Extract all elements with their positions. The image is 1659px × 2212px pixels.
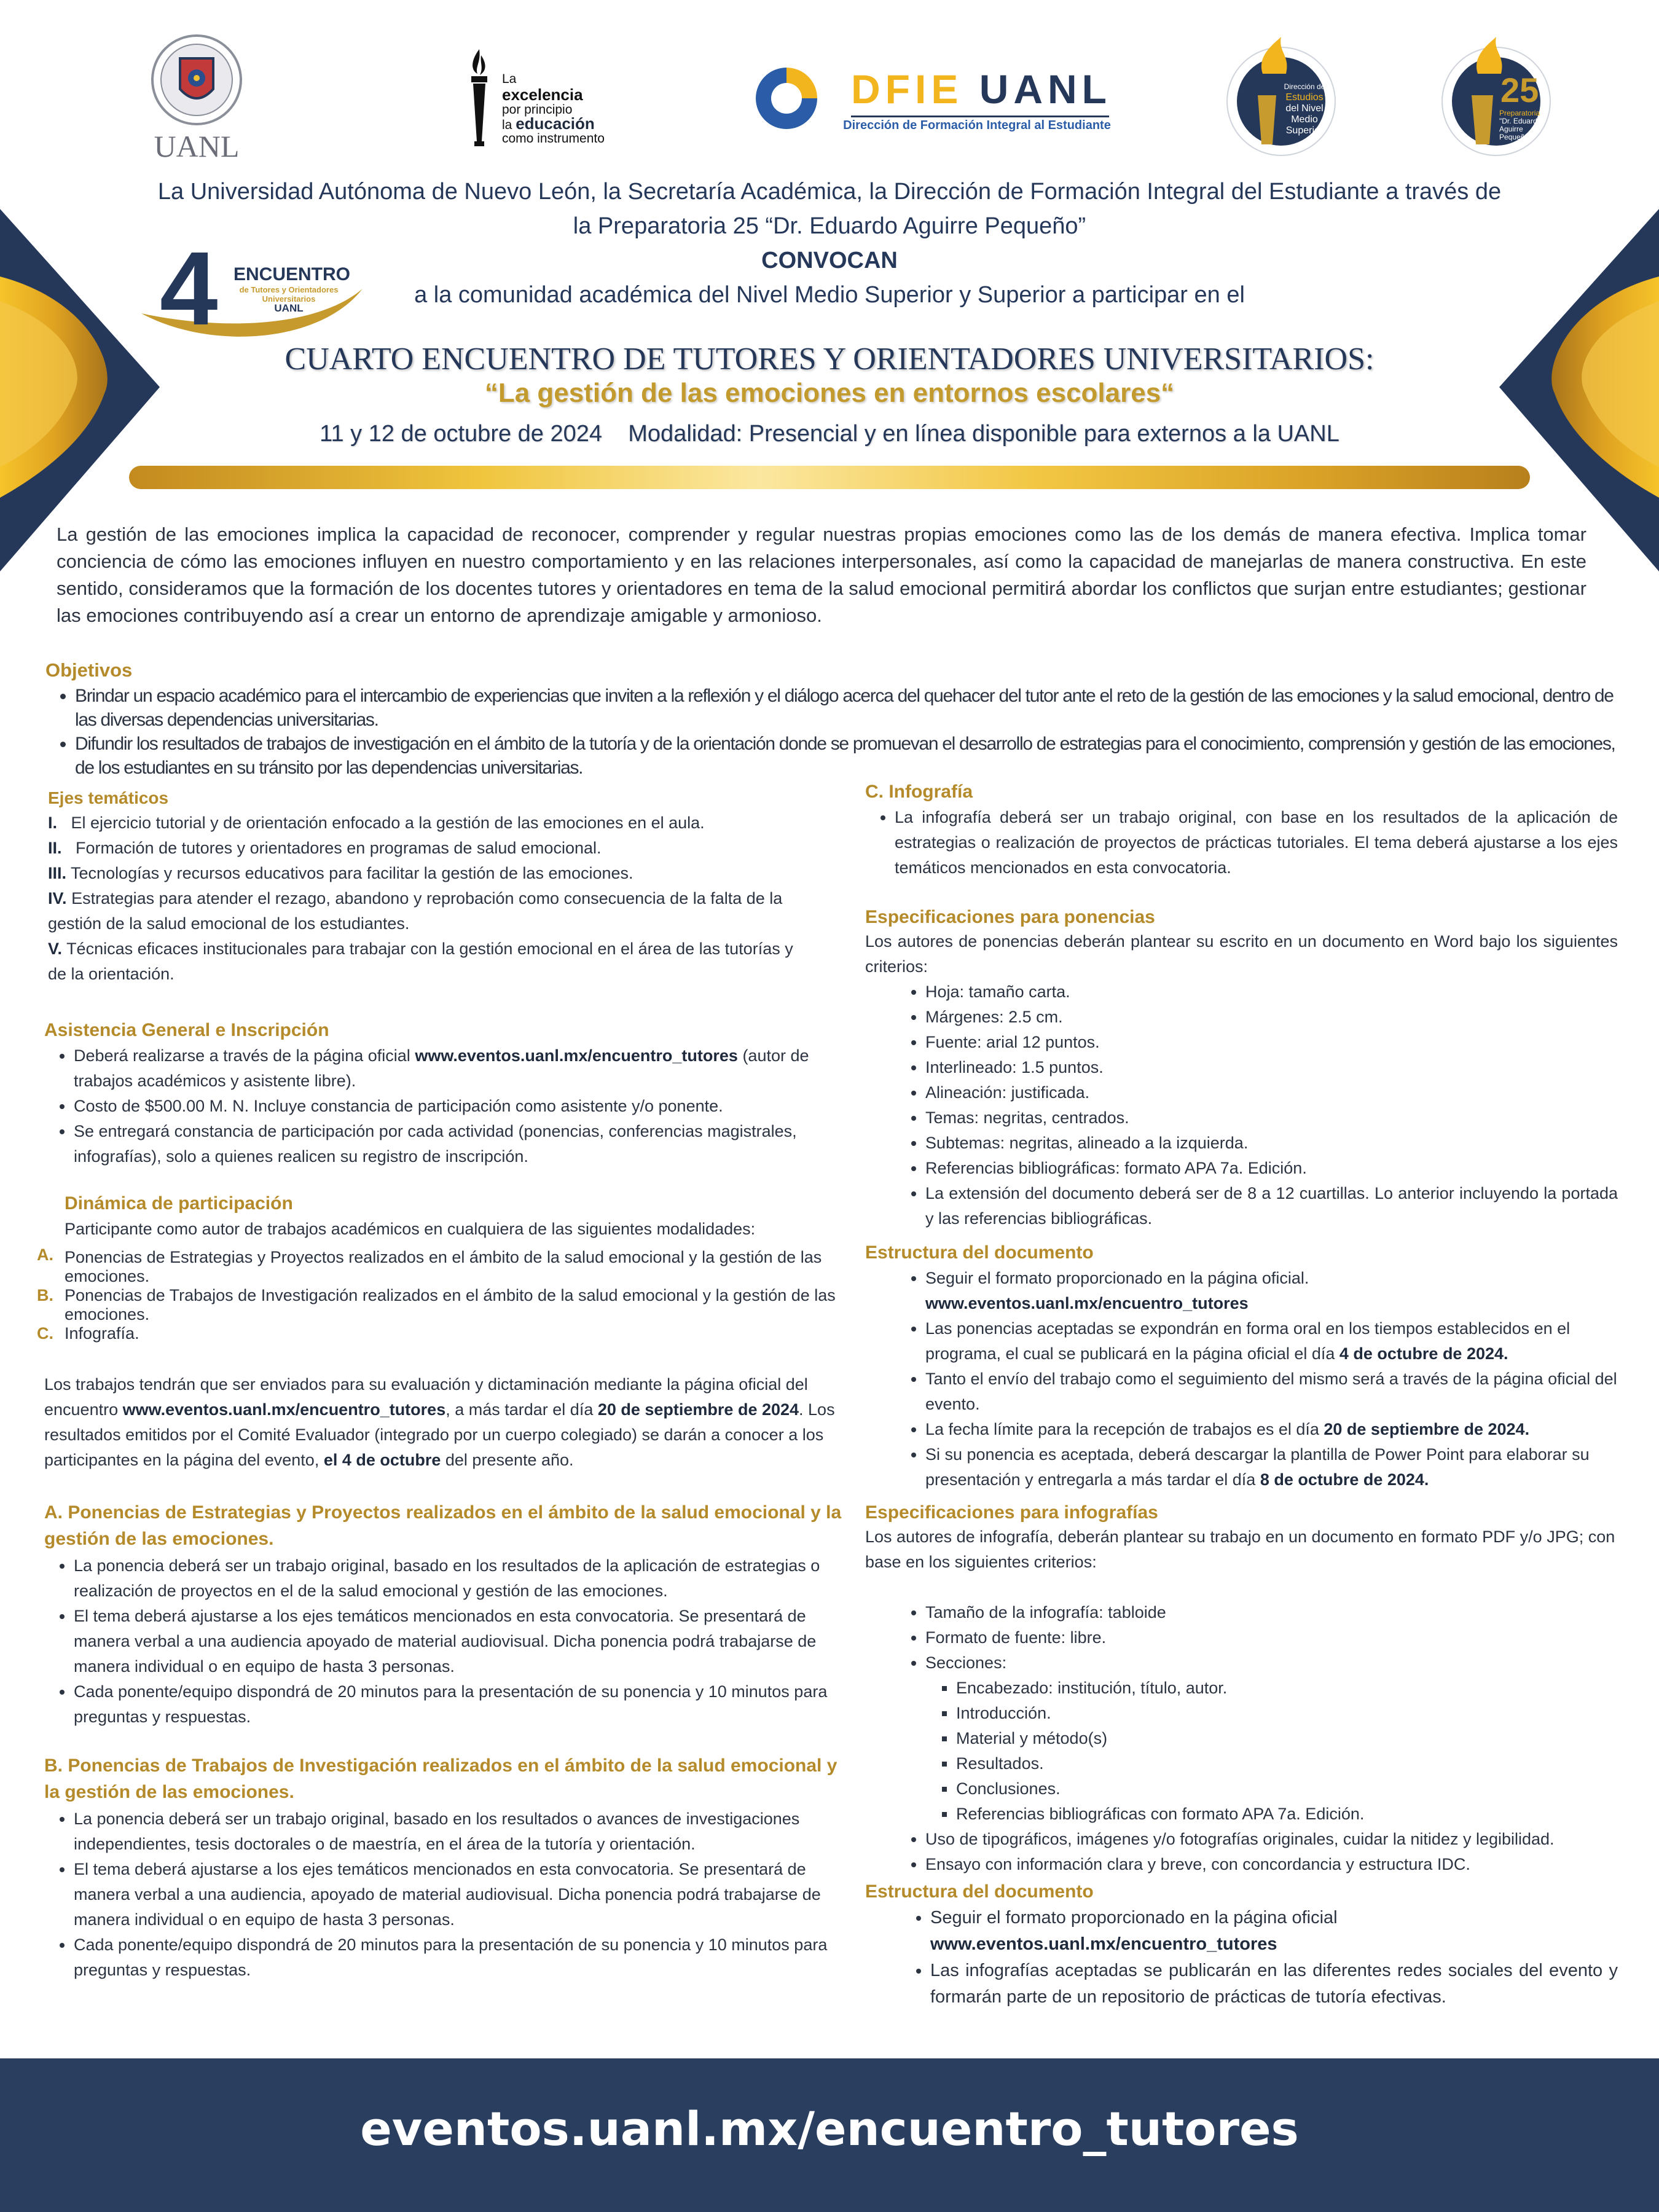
- secciones-label: Secciones:: [925, 1653, 1007, 1672]
- formato-link[interactable]: www.eventos.uanl.mx/encuentro_tutores: [925, 1294, 1249, 1312]
- event-modality: Modalidad: Presencial y en línea disponible para externos a la UANL: [628, 421, 1339, 447]
- estructura-item: • Tanto el envío del trabajo como el seguimiento del mismo será a través de la página oficial del evento.: [925, 1367, 1618, 1417]
- ponencias-b-title: B. Ponencias de Trabajos de Investigación realizados en el ámbito de la salud emocional y la gestión de las emociones.: [44, 1755, 837, 1802]
- spec-ponencia-item: • Márgenes: 2.5 cm.: [925, 1005, 1618, 1030]
- dinamica-letter: A.: [37, 1245, 53, 1264]
- spec-ponencias-title: Especificaciones para ponencias: [865, 907, 1155, 927]
- eje-item: [48, 810, 816, 836]
- estudios-nms-logo: [1220, 37, 1343, 160]
- estructura-item: [925, 1442, 1618, 1492]
- estructura-date: 20 de septiembre de 2024.: [1324, 1420, 1530, 1438]
- ejes-title: Ejes temáticos: [48, 788, 169, 807]
- estructura-text: Si su ponencia es aceptada, deberá descargar la plantilla de Power Point para elaborar su presentación y entregarla a más tardar el día: [925, 1445, 1590, 1489]
- seccion-item: ▪ Referencias bibliográficas con formato APA 7a. Edición.: [956, 1802, 1618, 1827]
- dfie-word: DFIE: [851, 66, 963, 112]
- objetivo-item: • Brindar un espacio académico para el intercambio de experiencias que inviten a la reflexión y el diálogo acerca del quehacer del tutor ante el reto de la gestión de las emociones y la salud emocional, dentro de las diversas dependencias universitarias.: [75, 684, 1618, 732]
- seccion-item: ▪ Introducción.: [956, 1701, 1618, 1726]
- estudios-line: del Nivel: [1285, 103, 1324, 114]
- dinamica-item: [37, 1324, 848, 1343]
- encuentro-uanl: UANL: [274, 302, 304, 314]
- objetivos-title: Objetivos: [45, 659, 133, 681]
- event-date: 11 y 12 de octubre de 2024: [320, 421, 603, 447]
- dinamica-item: [37, 1245, 848, 1286]
- spec-infografia-item: • Ensayo con información clara y breve, con concordancia y estructura IDC.: [925, 1852, 1618, 1877]
- spec-ponencia-item: • Temas: negritas, centrados.: [925, 1105, 1618, 1131]
- eje-text: Estrategias para atender el rezago, abandono y reprobación como consecuencia de la falta de la gestión de la salud emocional de los estudiantes.: [48, 889, 783, 933]
- prepa25-seal-icon: [1432, 37, 1561, 160]
- spec-ponencia-item: • Subtemas: negritas, alineado a la izquierda.: [925, 1131, 1618, 1156]
- convocantes-line: La Universidad Autónoma de Nuevo León, la Secretaría Académica, la Dirección de Formación Integral del Estudiante a través de: [157, 179, 1502, 205]
- intro-paragraph: La gestión de las emociones implica la capacidad de reconocer, comprender y regular nuestras propias emociones como las de los demás de manera efectiva. Implica tomar conciencia de cómo las emociones influyen en nuestro comportamiento y en las relaciones interpersonales, así como la capacidad de manejarlas de manera constructiva. En este sentido, consideramos que la formación de los docentes tutores y orientadores en tema de la salud emocional permitirá abordar los conflictos que surjan entre estudiantes; gestionar las emociones contribuyendo así a crear un entorno de aprendizaje amigable y armonioso.: [57, 524, 1586, 626]
- ponencias-a-title: A. Ponencias de Estrategias y Proyectos realizados en el ámbito de la salud emocional y la gestión de las emociones.: [44, 1502, 842, 1549]
- infografia-title: C. Infografía: [865, 782, 973, 802]
- eje-num: I.: [48, 814, 58, 832]
- encuentro-sub: [227, 285, 350, 313]
- infografia-section: [865, 782, 1618, 880]
- estructura-infografias-title: Estructura del documento: [865, 1881, 1094, 1902]
- encuentro-number: 4: [160, 230, 218, 347]
- envio-link[interactable]: www.eventos.uanl.mx/encuentro_tutores: [122, 1400, 446, 1419]
- dinamica-text: Ponencias de Estrategias y Proyectos realizados en el ámbito de la salud emocional y la gestión de las emociones.: [65, 1248, 822, 1285]
- objetivo-item: • Difundir los resultados de trabajos de investigación en el ámbito de la tutoría y de la orientación donde se promuevan el desarrollo de estrategias para el conocimiento, comprensión y gestión de las emociones, de los estudiantes en su tránsito por las dependencias universitarias.: [75, 732, 1618, 780]
- prepa25-logo: [1432, 37, 1561, 160]
- eje-text: Técnicas eficaces institucionales para trabajar con la gestión emocional en el área de las tutorías y de la orientación.: [48, 939, 793, 983]
- event-subtitle: “La gestión de las emociones en entornos escolares“: [484, 378, 1175, 408]
- envio-text: Los trabajos tendrán que ser enviados para su evaluación y dictaminación mediante la página oficial del encuentro: [44, 1375, 808, 1419]
- excelencia-motto: [502, 73, 605, 146]
- estructura-infografia-item: [930, 1905, 1618, 1958]
- footer-banner: [0, 2058, 1659, 2212]
- spec-ponencia-item: • Referencias bibliográficas: formato APA 7a. Edición.: [925, 1156, 1618, 1181]
- estudios-line: Dirección de: [1284, 82, 1325, 91]
- spec-infografia-item: [925, 1650, 1618, 1827]
- eje-text: Formación de tutores y orientadores en programas de salud emocional.: [76, 839, 602, 857]
- eje-item: [48, 836, 816, 861]
- asistencia-title: Asistencia General e Inscripción: [44, 1020, 329, 1040]
- prepa25-number: 25: [1500, 71, 1539, 109]
- seccion-item: ▪ Material y método(s): [956, 1726, 1618, 1751]
- ponencia-b-item: • La ponencia deberá ser un trabajo original, basado en los resultados o avances de investigaciones independientes, tesis doctorales o de maestría, en el área de la tutoría y orientación.: [74, 1806, 843, 1857]
- spec-infografia-item: • Uso de tipográficos, imágenes y/o fotografías originales, cuidar la nitidez y legibilidad.: [925, 1827, 1618, 1852]
- seccion-item: ▪ Encabezado: institución, título, autor.: [956, 1676, 1618, 1701]
- envio-date: 20 de septiembre de 2024: [597, 1400, 799, 1419]
- estructura-infografia-item: • Las infografías aceptadas se publicarán en las diferentes redes sociales del evento y formarán parte de un repositorio de prácticas de tutoría efectivas.: [930, 1958, 1618, 2010]
- invitation-text: a la comunidad académica del Nivel Medio Superior y Superior a participar en el: [414, 282, 1245, 308]
- prepa-line: Preparatoria: [1499, 109, 1540, 117]
- uanl-seal-icon: [151, 34, 243, 126]
- estructura-item: [925, 1417, 1618, 1442]
- dinamica-text: Infografía.: [65, 1324, 139, 1343]
- dinamica-list: [37, 1245, 848, 1343]
- estructura-text: Seguir el formato proporcionado en la página oficial: [930, 1908, 1338, 1928]
- ponencia-a-item: • La ponencia deberá ser un trabajo original, basado en los resultados de la aplicación de estrategias o realización de proyectos en el de la salud emocional y gestión de las emociones.: [74, 1553, 843, 1604]
- dinamica-text: Ponencias de Trabajos de Investigación realizados en el ámbito de la salud emocional y la gestión de las emociones.: [65, 1286, 836, 1324]
- uanl-word: UANL: [979, 66, 1112, 112]
- eje-item: [48, 861, 816, 886]
- asistencia-item: • Costo de $500.00 M. N. Incluye constancia de participación como asistente y/o ponente.: [74, 1094, 818, 1119]
- spec-infografias-section: [865, 1502, 1618, 1877]
- convocantes-line: la Preparatoria 25 “Dr. Eduardo Aguirre Pequeño”: [573, 213, 1086, 239]
- prepa-line: Pequeño": [1499, 133, 1532, 141]
- objetivos-section: [45, 659, 1618, 780]
- excelencia-logo: [464, 49, 624, 154]
- asistencia-item: • Se entregará constancia de participación por cada actividad (ponencias, conferencias magistrales, infografías), solo a quienes realicen su registro de inscripción.: [74, 1119, 818, 1169]
- estudios-line: Superior: [1285, 125, 1324, 136]
- ejes-list: [48, 810, 816, 987]
- estructura-text: La fecha límite para la recepción de trabajos es el día: [925, 1420, 1324, 1438]
- motto-word: la: [502, 118, 512, 132]
- spec-ponencias-section: [865, 907, 1618, 1231]
- spec-ponencia-item: • Hoja: tamaño carta.: [925, 979, 1618, 1005]
- uanl-logo: [147, 34, 246, 163]
- uanl-logo-text: UANL: [154, 129, 240, 163]
- envio-text: del presente año.: [441, 1451, 574, 1469]
- spec-infografia-item: • Tamaño de la infografía: tabloide: [925, 1600, 1618, 1625]
- motto-line: La: [502, 72, 517, 86]
- estructura-infografias-section: [865, 1881, 1618, 2010]
- spec-ponencia-item: • Interlineado: 1.5 puntos.: [925, 1055, 1618, 1080]
- encuentro-word: ENCUENTRO: [233, 264, 351, 284]
- eje-text: Tecnologías y recursos educativos para facilitar la gestión de las emociones.: [71, 864, 633, 882]
- formato-infografia-link[interactable]: www.eventos.uanl.mx/encuentro_tutores: [930, 1934, 1277, 1954]
- dinamica-title: Dinámica de participación: [65, 1193, 293, 1214]
- estudios-line: Estudios: [1285, 92, 1324, 103]
- dinamica-intro: Participante como autor de trabajos académicos en cualquiera de las siguientes modalidades:: [65, 1220, 756, 1238]
- estructura-ponencias-section: [865, 1242, 1618, 1492]
- encuentro-sub-line: de Tutores y Orientadores: [239, 285, 339, 294]
- dinamica-item: [37, 1286, 848, 1324]
- ejes-section: [48, 788, 816, 987]
- dfie-title: [851, 68, 1112, 111]
- prepa-line: Aguirre: [1499, 125, 1523, 133]
- eje-item: [48, 936, 816, 987]
- envio-text: . Los resultados emitidos por el Comité Evaluador (integrado por un cuerpo colegiado) se darán a conocer a los participantes en la página del evento,: [44, 1400, 835, 1469]
- ponencias-a-section: [44, 1499, 843, 1730]
- dinamica-letter: C.: [37, 1324, 53, 1343]
- estructura-text: Las ponencias aceptadas se expondrán en forma oral en los tiempos establecidos en el programa, el cual se publicará en la página oficial el día: [925, 1319, 1571, 1363]
- torch-icon: [464, 49, 495, 147]
- estructura-item: [925, 1316, 1618, 1367]
- asistencia-item: [74, 1043, 818, 1094]
- eje-num: II.: [48, 839, 62, 857]
- seccion-item: ▪ Resultados.: [956, 1751, 1618, 1776]
- event-date-modality: [184, 421, 1475, 447]
- envio-paragraph: [44, 1372, 843, 1473]
- asistencia-section: [44, 1020, 818, 1169]
- dfie-rule: [851, 116, 1109, 117]
- event-title: CUARTO ENCUENTRO DE TUTORES Y ORIENTADORES UNIVERSITARIOS:: [284, 342, 1375, 377]
- motto-line: [502, 114, 605, 133]
- estudios-line: Medio: [1291, 114, 1318, 125]
- ponencias-b-section: [44, 1752, 843, 1983]
- dfie-logo: [753, 65, 1121, 138]
- eje-num: IV.: [48, 889, 67, 908]
- spec-infografia-item: • Formato de fuente: libre.: [925, 1625, 1618, 1650]
- estructura-date: 8 de octubre de 2024.: [1260, 1470, 1429, 1489]
- estudios-text: [1280, 81, 1329, 136]
- spec-infografias-intro: Los autores de infografía, deberán plantear su trabajo en un documento en formato PDF y/o JPG; con base en los siguientes criterios:: [865, 1528, 1615, 1571]
- ponencia-b-item: • Cada ponente/equipo dispondrá de 20 minutos para la presentación de su ponencia y 10 minutos para preguntas y respuestas.: [74, 1932, 843, 1983]
- eje-text: El ejercicio tutorial y de orientación enfocado a la gestión de las emociones en el aula.: [71, 814, 705, 832]
- motto-line: por principio: [502, 103, 573, 117]
- estructura-text: Seguir el formato proporcionado en la página oficial.: [925, 1269, 1309, 1287]
- gold-divider: [129, 466, 1530, 489]
- convocan-heading: CONVOCAN: [761, 248, 898, 273]
- ponencia-a-item: • El tema deberá ajustarse a los ejes temáticos mencionados en esta convocatoria. Se presentará de manera verbal a una audiencia apoyado de material audiovisual. Dicha ponencia podrá trabajarse de manera individual o en equipo de hasta 3 personas.: [74, 1604, 843, 1679]
- prepa-line: "Dr. Eduardo: [1499, 117, 1542, 125]
- spec-ponencia-item: • La extensión del documento deberá ser de 8 a 12 cuartillas. Lo anterior incluyendo la portada y las referencias bibliográficas.: [925, 1181, 1618, 1231]
- estructura-item: [925, 1266, 1618, 1316]
- dinamica-letter: B.: [37, 1286, 53, 1304]
- ponencia-b-item: • El tema deberá ajustarse a los ejes temáticos mencionados en esta convocatoria. Se presentará de manera verbal a una audiencia, apoyado de material audiovisual. Dicha ponencia podrá trabajarse de manera individual o en equipo de hasta 3 personas.: [74, 1857, 843, 1932]
- eje-num: III.: [48, 864, 67, 882]
- asistencia-text: Deberá realizarse a través de la página oficial: [74, 1046, 415, 1065]
- registro-link[interactable]: www.eventos.uanl.mx/encuentro_tutores: [415, 1046, 738, 1065]
- prepa25-text: [1499, 109, 1548, 141]
- dfie-swirl-icon: [753, 65, 820, 132]
- estructura-ponencias-title: Estructura del documento: [865, 1242, 1094, 1263]
- spec-infografias-title: Especificaciones para infografías: [865, 1502, 1158, 1523]
- seccion-item: ▪ Conclusiones.: [956, 1776, 1618, 1802]
- eje-item: [48, 886, 816, 936]
- eje-num: V.: [48, 939, 63, 958]
- dinamica-section: [37, 1193, 848, 1343]
- envio-text: , a más tardar el día: [445, 1400, 598, 1419]
- footer-url[interactable]: eventos.uanl.mx/encuentro_tutores: [360, 2101, 1299, 2156]
- infografia-item: • La infografía deberá ser un trabajo original, con base en los resultados de la aplicación de estrategias o realización de proyectos de prácticas tutoriales. El tema deberá ajustarse a los ejes temáticos mencionados en esta convocatoria.: [895, 805, 1618, 880]
- resultados-date: el 4 de octubre: [323, 1451, 441, 1469]
- asistencia-text: (autor de trabajos académicos y asistente libre).: [74, 1046, 809, 1090]
- encuentro-logo: [135, 230, 369, 347]
- spec-ponencia-item: • Fuente: arial 12 puntos.: [925, 1030, 1618, 1055]
- encuentro-sub-line: Universitarios: [262, 294, 316, 304]
- spec-ponencias-intro: Los autores de ponencias deberán plantear su escrito en un documento en Word bajo los siguientes criterios:: [865, 932, 1618, 976]
- ponencia-a-item: • Cada ponente/equipo dispondrá de 20 minutos para la presentación de su ponencia y 10 minutos para preguntas y respuestas.: [74, 1679, 843, 1730]
- motto-word: educación: [516, 114, 595, 133]
- motto-line: como instrumento: [502, 131, 605, 146]
- spec-ponencia-item: • Alineación: justificada.: [925, 1080, 1618, 1105]
- estructura-date: 4 de octubre de 2024.: [1339, 1344, 1508, 1363]
- dfie-subtitle: Dirección de Formación Integral al Estudiante: [843, 119, 1111, 132]
- motto-line: excelencia: [502, 85, 583, 104]
